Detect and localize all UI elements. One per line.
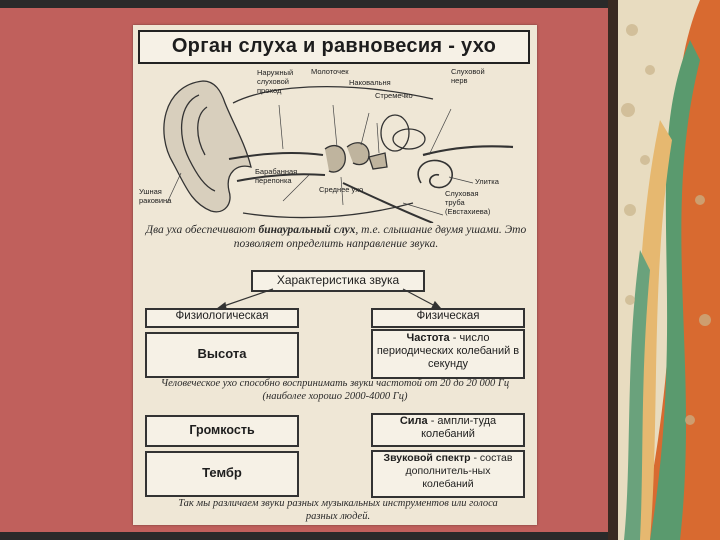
label-cochlea: Улитка — [475, 177, 499, 186]
strength-box — [371, 413, 525, 447]
loudness-box — [145, 415, 299, 447]
binaural-rest: , т.е. слышание двумя ушами. Это позволяет определить направление звука. — [233, 224, 527, 250]
strength-desc: - ампли-туда колебаний — [421, 415, 497, 440]
spectrum-term: Звуковой спектр — [383, 452, 471, 464]
timbre-box — [145, 451, 299, 497]
label-eustachian: Слуховая труба (Евстахиева) — [445, 189, 491, 216]
page-title: Орган слуха и равновесия - ухо — [171, 35, 497, 57]
loudness-label: Громкость — [189, 423, 255, 437]
label-malleus: Молоточек — [311, 67, 349, 76]
label-auricle: Ушная раковина — [139, 187, 172, 205]
title-box — [138, 30, 530, 64]
slide-image — [133, 25, 537, 525]
label-incus: Наковальня — [349, 78, 391, 87]
label-outer-canal: Наружный слуховой проход — [257, 68, 294, 95]
spectrum-box — [371, 450, 525, 498]
human-range-text: Человеческое ухо способно воспринимать звуки частотой от 20 до 20 000 Гц (наиболее хорошо 2000-4000 Гц) — [160, 378, 510, 402]
physical-label: Физическая — [416, 310, 480, 322]
frequency-term: Частота — [406, 332, 450, 344]
frequency-box — [371, 329, 525, 379]
strength-term: Сила — [399, 415, 428, 427]
physiological-box — [145, 308, 299, 328]
binaural-prefix: Два уха обеспечивают — [145, 224, 259, 236]
binaural-term: бинауральный слух — [258, 224, 356, 236]
spectrum-desc: - состав дополнитель-ных колебаний — [405, 452, 513, 490]
frequency-desc: - число периодических колебаний в секунду — [376, 332, 520, 370]
label-middle-ear: Среднее ухо — [319, 185, 364, 194]
strength-text — [373, 415, 523, 441]
physiological-label: Физиологическая — [175, 310, 269, 322]
label-stapes: Стремечко — [375, 91, 413, 100]
pitch-box — [145, 332, 299, 378]
characteristics-title: Характеристика звука — [276, 273, 400, 287]
timbre-note: Так мы различаем звуки разных музыкальных инструментов или голоса разных людей. — [178, 498, 498, 522]
frequency-text — [373, 332, 523, 371]
binaural-text — [141, 223, 531, 251]
pitch-label: Высота — [197, 346, 247, 361]
physical-box — [371, 308, 525, 328]
spectrum-text — [373, 452, 523, 491]
label-auditory-nerve: Слуховой нерв — [451, 67, 485, 85]
label-eardrum: Барабанная перепонка — [255, 167, 298, 185]
timbre-label: Тембр — [202, 465, 242, 480]
